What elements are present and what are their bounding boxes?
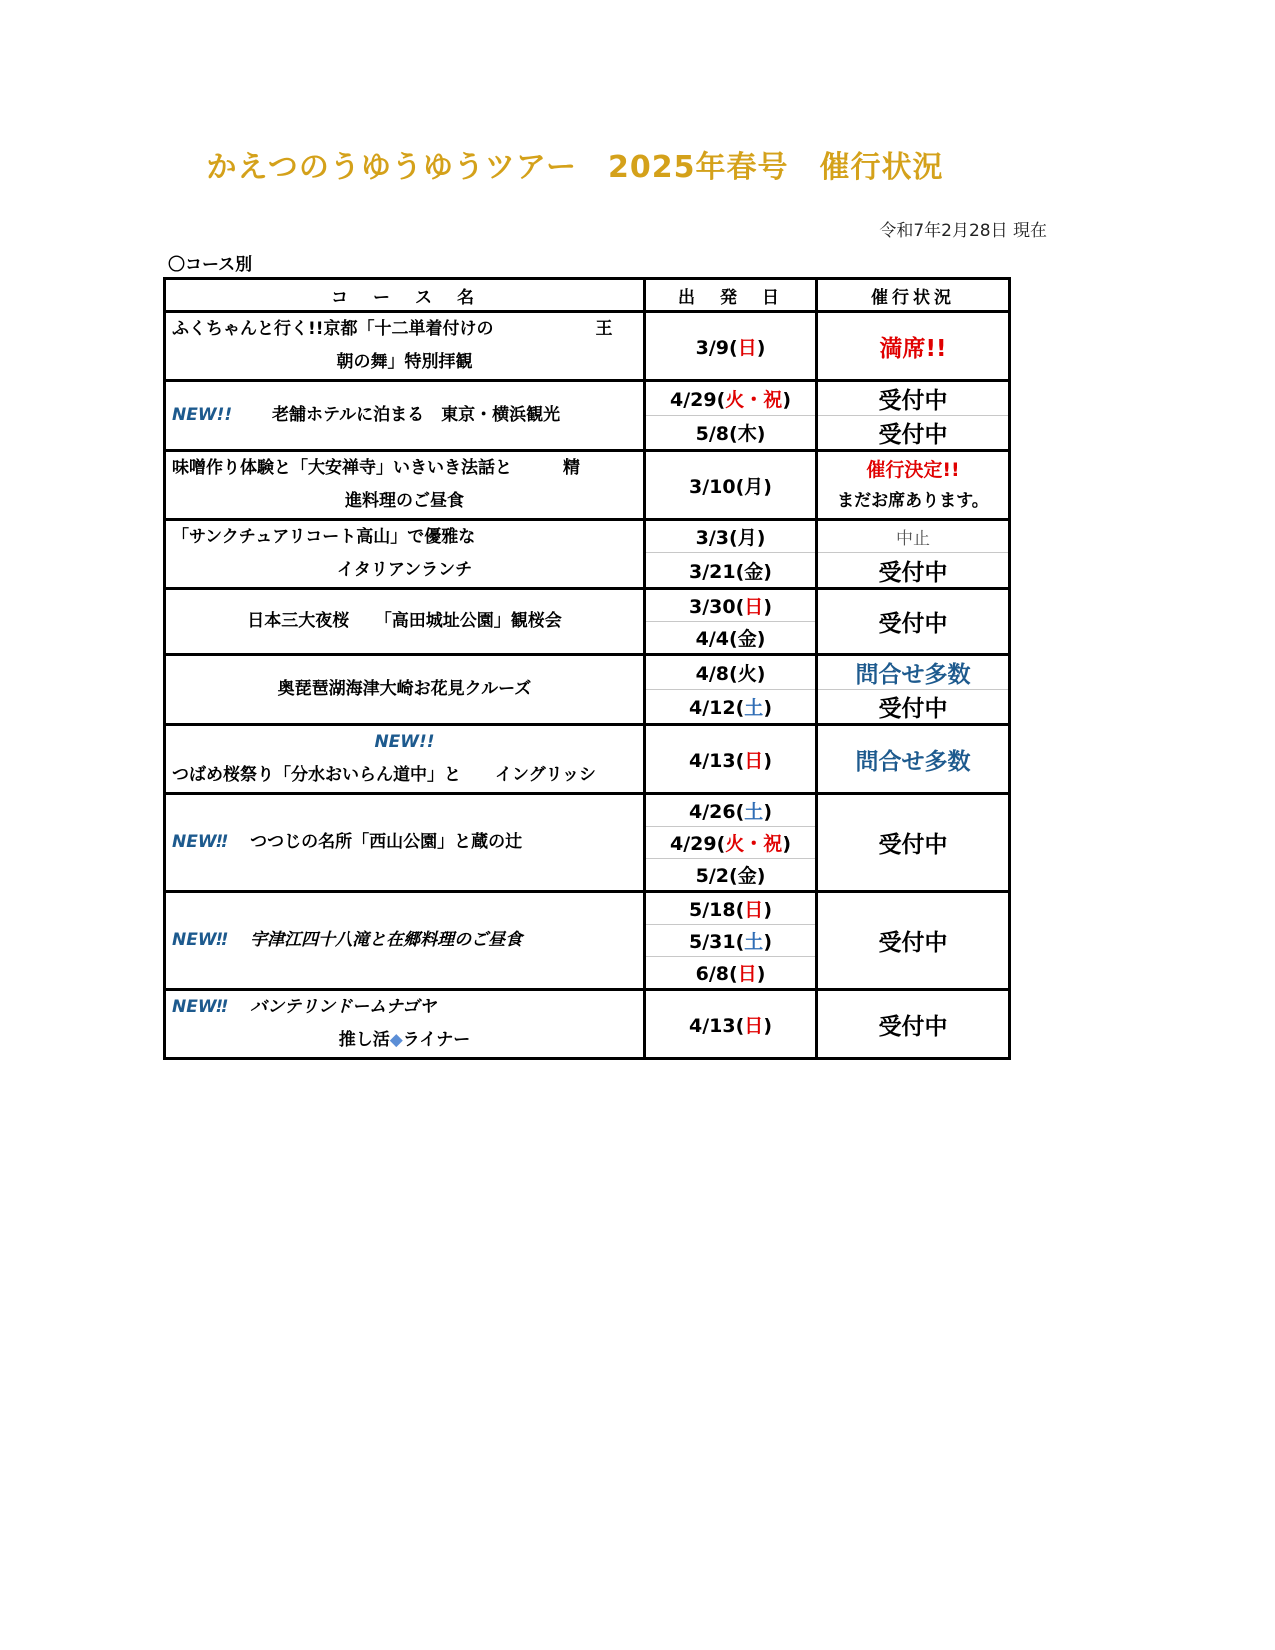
course-name: 「サンクチュアリコート高山」で優雅な イタリアンランチ [165,520,645,589]
status-open: 受付中 [817,589,1010,655]
course-name: ふくちゃんと行く!!京都「十二単着付けの 王 朝の舞」特別拝観 [165,312,645,381]
status-many-inquiries: 問合せ多数 [817,725,1010,794]
status-full: 満席!! [817,312,1010,381]
header-date: 出 発 日 [645,279,817,312]
course-name: 奥琵琶湖海津大崎お花見クルーズ [165,655,645,725]
as-of-date: 令和7年2月28日 現在 [879,221,1047,241]
table-row [165,451,1010,520]
table-row [165,725,1010,794]
departure-date: 4/29(火・祝) [645,381,817,416]
departure-date: 3/30(日) [645,589,817,622]
table-row [165,381,1010,416]
course-name: NEW‼ つつじの名所「西山公園」と蔵の辻 [165,794,645,892]
departure-date: 3/10(月) [645,451,817,520]
departure-date: 4/13(日) [645,725,817,794]
status-open: 受付中 [817,416,1010,451]
departure-date: 4/13(日) [645,990,817,1059]
departure-date: 4/8(火) [645,655,817,690]
new-badge: NEW‼ [172,832,228,852]
course-name: NEW!! つばめ桜祭り「分水おいらん道中」と イングリッシ [165,725,645,794]
status-open: 受付中 [817,381,1010,416]
departure-date: 4/29(火・祝) [645,827,817,859]
header-course: コ ー ス 名 [165,279,645,312]
table-row [165,312,1010,381]
table-row [165,892,1010,925]
tour-status-table [163,277,1011,1060]
table-row [165,794,1010,827]
table-header-row [165,279,1010,312]
status-open: 受付中 [817,794,1010,892]
table-row [165,655,1010,690]
departure-date: 5/2(金) [645,859,817,892]
departure-date: 4/12(土) [645,690,817,725]
new-badge: NEW‼ [172,997,228,1017]
departure-date: 5/31(土) [645,925,817,957]
status-cancelled: 中止 [817,520,1010,553]
section-heading: 〇コース別 [168,255,253,275]
course-name: 日本三大夜桜 「高田城址公園」観桜会 [165,589,645,655]
status-open: 受付中 [817,990,1010,1059]
gem-icon: ◆ [389,1030,403,1050]
status-open: 受付中 [817,690,1010,725]
departure-date: 4/4(金) [645,622,817,655]
course-name: NEW!! 老舗ホテルに泊まる 東京・横浜観光 [165,381,645,451]
page-title: かえつのうゆうゆうツアー 2025年春号 催行状況 [206,150,944,185]
table-row [165,520,1010,553]
status-confirmed: 催行決定!! まだお席あります。 [817,451,1010,520]
departure-date: 4/26(土) [645,794,817,827]
departure-date: 3/9(日) [645,312,817,381]
departure-date: 6/8(日) [645,957,817,990]
table-row [165,990,1010,1059]
departure-date: 5/8(木) [645,416,817,451]
departure-date: 3/3(月) [645,520,817,553]
new-badge: NEW!! [172,405,233,425]
status-open: 受付中 [817,553,1010,589]
new-badge: NEW‼ [172,930,228,950]
course-name: NEW‼ 宇津江四十八滝と在郷料理のご昼食 [165,892,645,990]
departure-date: 3/21(金) [645,553,817,589]
table-row [165,589,1010,622]
status-open: 受付中 [817,892,1010,990]
course-name: 味噌作り体験と「大安禅寺」いきいき法話と 精 進料理のご昼食 [165,451,645,520]
status-many-inquiries: 問合せ多数 [817,655,1010,690]
course-name: NEW‼ バンテリンドームナゴヤ 推し活◆ライナー [165,990,645,1059]
header-status: 催行状況 [817,279,1010,312]
departure-date: 5/18(日) [645,892,817,925]
new-badge: NEW!! [374,732,435,752]
